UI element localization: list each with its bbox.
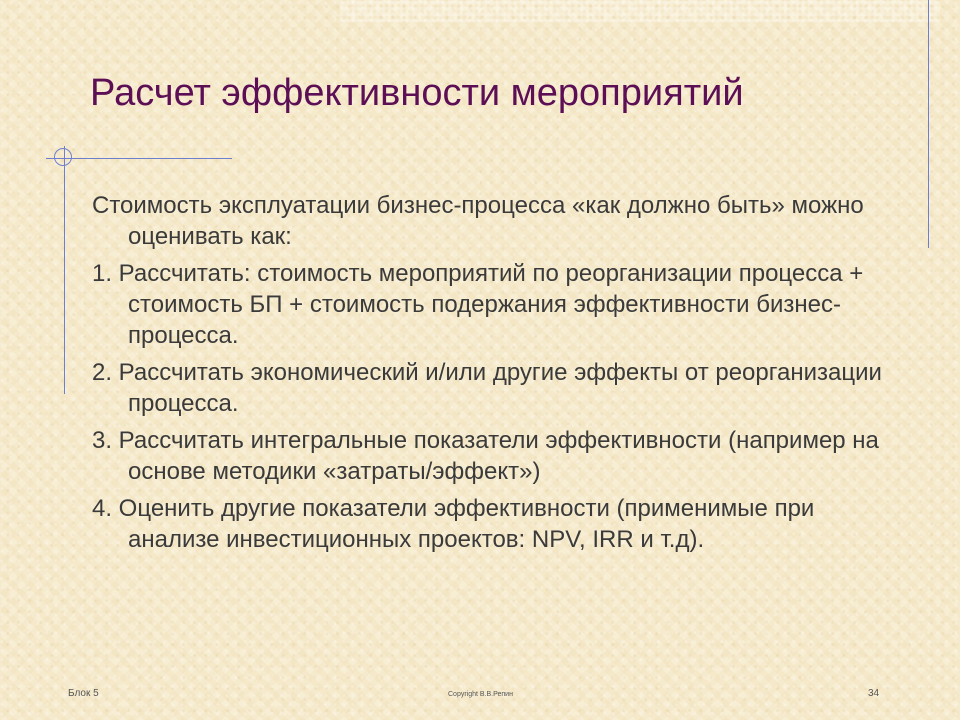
decorative-horizontal-line bbox=[46, 158, 232, 159]
slide-title: Расчет эффективности мероприятий bbox=[90, 72, 744, 114]
list-item-1: 1. Рассчитать: стоимость мероприятий по реорганизации процесса + стоимость БП + стоимость подержания эффективности бизнес-процесса. bbox=[92, 260, 864, 349]
decorative-vertical-line-left bbox=[64, 146, 65, 394]
list-item-3: 3. Рассчитать интегральные показатели эффективности (например на основе методики «затраты/эффект») bbox=[92, 427, 879, 485]
list-item-2: 2. Рассчитать экономический и/или другие эффекты от реорганизации процесса. bbox=[92, 359, 882, 417]
decorative-vertical-line-right bbox=[928, 0, 929, 248]
intro-paragraph: Стоимость эксплуатации бизнес-процесса «как должно быть» можно оценивать как: bbox=[92, 192, 864, 250]
background-texture-band bbox=[340, 0, 940, 22]
slide-number: 34 bbox=[868, 688, 880, 699]
footer-block-label: Блок 5 bbox=[68, 688, 99, 699]
slide-body bbox=[92, 190, 892, 561]
decorative-circle-icon bbox=[54, 148, 72, 166]
list-item-4: 4. Оценить другие показатели эффективности (применимые при анализе инвестиционных проектов: NPV, IRR и т.д). bbox=[92, 495, 815, 553]
footer-copyright: Copyright В.В.Репин bbox=[448, 691, 513, 698]
